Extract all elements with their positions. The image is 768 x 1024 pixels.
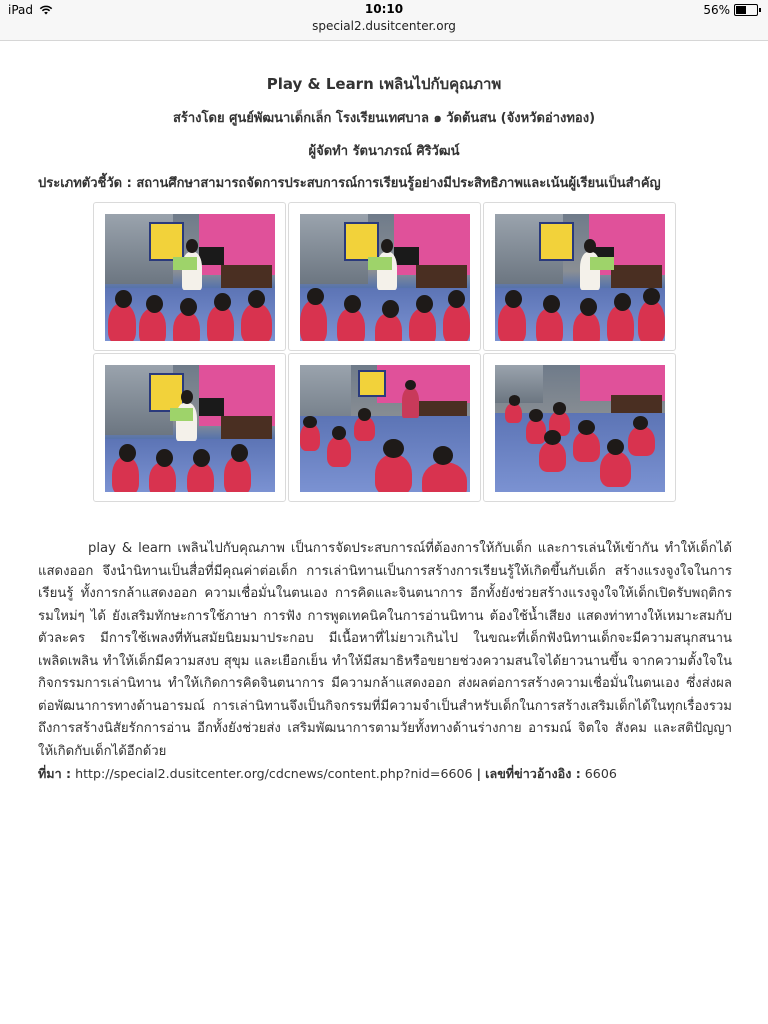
photo-gallery	[93, 202, 678, 504]
device-name: iPad	[8, 3, 34, 17]
classroom-photo	[300, 365, 470, 492]
battery-icon	[734, 4, 758, 16]
page-title: Play & Learn เพลินไปกับคุณภาพ	[266, 75, 502, 93]
gallery-photo-4[interactable]	[93, 353, 286, 502]
indicator-type-line: ประเภทตัวชี้วัด : สถานศึกษาสามารถจัดการประสบการณ์การเรียนรู้อย่างมีประสิทธิภาพและเน้นผู้เรียนเป็นสำคัญ	[38, 176, 661, 191]
address-bar-url[interactable]: special2.dusitcenter.org	[312, 19, 456, 33]
status-time: 10:10	[364, 2, 404, 16]
browser-status-bar	[0, 0, 768, 41]
classroom-photo	[105, 214, 275, 341]
classroom-photo	[495, 365, 665, 492]
gallery-photo-3[interactable]	[483, 202, 676, 351]
article-body: play & learn เพลินไปกับคุณภาพ เป็นการจัดประสบการณ์ที่ต้องการให้กับเด็ก และการเล่นให้เข้ากัน ทำให้เด็กได้แสดงออก จึงนำนิทานเป็นสื่อที่มีคุณค่าต่อเด็ก การเล่านิทานเป็นการสร้างการเรียนรู้ให้เกิดขึ้นกับเด็ก สร้างแรงจูงใจในการเรียนรู้ ทั้งการกล้าแสดงออก ความเชื่อมั่นในตนเอง การคิดและจินตนาการ อีกทั้งยังช่วยสร้างแรงจูงใจให้เด็กเปิดรับพฤติกรรมใหม่ๆ ได้ ยังเสริมทักษะการใช้ภาษา การฟัง การพูดเทคนิคในการอ่านนิทาน ต้องใช้น้ำเสียง แสดงท่าทางให้เหมาะสมกับตัวละคร มีการใช้เพลงที่ทันสมัยนิยมมาประกอบ มีเนื้อหาที่ไม่ยาวเกินไป ในขณะที่เด็กฟังนิทานเด็กจะมีความสนุกสนานเพลิดเพลิน ทำให้เด็กมีความสงบ สุขุม และเยือกเย็น ทำให้มีสมาธิหรือขยายช่วงความสนใจได้ยาวนานขึ้น จากความตั้งใจในกิจกรรมการเล่านิทาน ทำให้เกิดการคิดจินตนาการ มีความกล้าแสดงออก ส่งผลต่อการสร้างความเชื่อมั่นในตนเอง ซึ่งส่งผลต่อพัฒนาการทางด้านอารมณ์ การเล่านิทานจึงเป็นกิจกรรมที่มีความจำเป็นสำหรับเด็กในการสร้างเสริมเด็กได้ในทุกเรื่องรวมถึงการสร้างนิสัยรักการอ่าน อีกทั้งยังช่วยส่ง เสริมพัฒนาการตามวัยทั้งทางด้านร่างกาย อารมณ์ จิตใจ สังคม และสติปัญญาให้เกิดกับเด็กได้อีกด้วย	[38, 541, 732, 759]
source-line	[38, 764, 738, 784]
ref-label: เลขที่ข่าวอ้างอิง :	[485, 766, 581, 781]
classroom-photo	[105, 365, 275, 492]
classroom-photo	[495, 214, 665, 341]
source-label: ที่มา :	[38, 766, 72, 781]
author-line: ผู้จัดทำ รัตนาภรณ์ ศิริวัฒน์	[308, 144, 460, 159]
battery-percent: 56%	[703, 3, 730, 17]
gallery-photo-2[interactable]	[288, 202, 481, 351]
created-by-line: สร้างโดย ศูนย์พัฒนาเด็กเล็ก โรงเรียนเทศบาล ๑ วัดต้นสน (จังหวัดอ่างทอง)	[172, 111, 596, 126]
battery-level-fill	[736, 6, 746, 14]
status-right	[703, 3, 758, 17]
source-separator: |	[476, 766, 482, 781]
gallery-photo-6[interactable]	[483, 353, 676, 502]
ref-number: 6606	[584, 766, 617, 781]
gallery-photo-5[interactable]	[288, 353, 481, 502]
classroom-photo	[300, 214, 470, 341]
gallery-photo-1[interactable]	[93, 202, 286, 351]
source-link[interactable]: http://special2.dusitcenter.org/cdcnews/content.php?nid=6606	[75, 766, 473, 781]
